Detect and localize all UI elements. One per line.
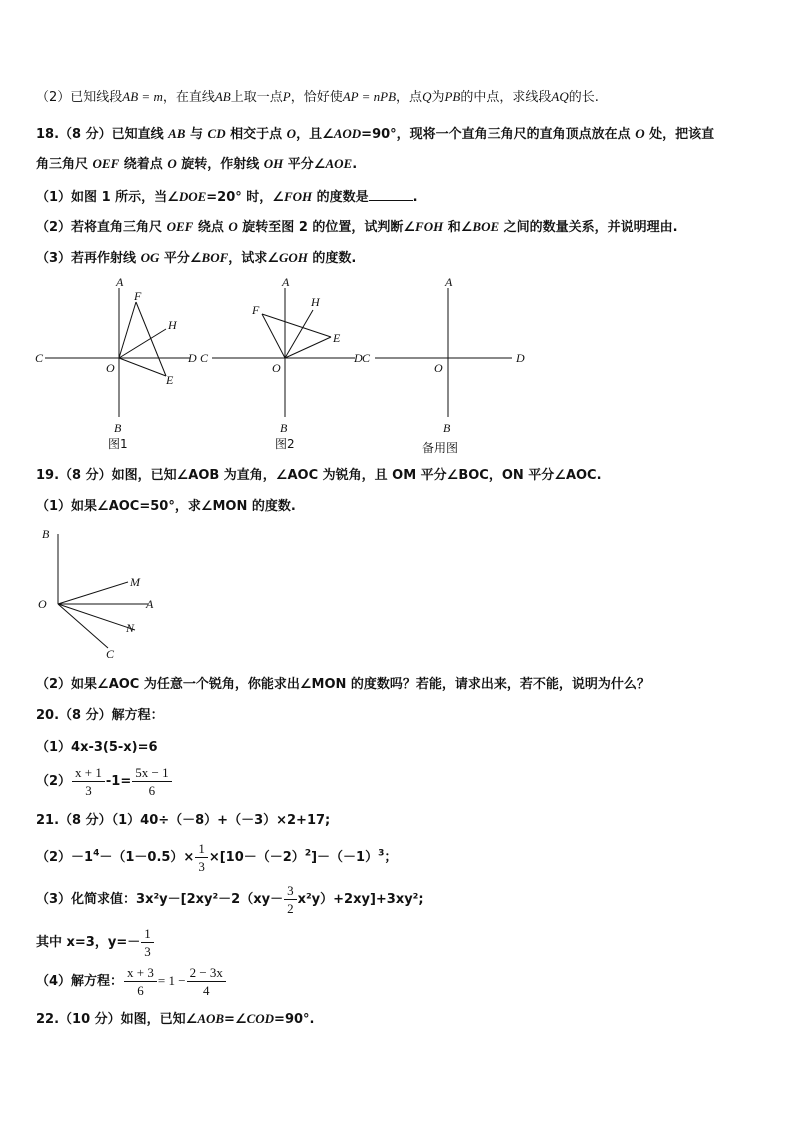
fraction: $\frac{x + 1}{3}$	[72, 764, 105, 799]
q17-text: ，点	[396, 90, 423, 105]
label-F: F	[252, 303, 260, 317]
q20-part1: （1）4x-3(5-x)=6	[36, 740, 158, 755]
label-B: B	[443, 421, 451, 435]
label-B: B	[42, 527, 50, 541]
fraction: $\frac{x + 3}{6}$	[124, 964, 157, 999]
fraction: $\frac{1}{3}$	[141, 925, 154, 960]
q20-part2: （2） $\frac{x + 1}{3}$ -1= $\frac{5x - 1}{6}$	[36, 764, 173, 799]
q20-heading: 20.（8 分）解方程：	[36, 708, 164, 723]
q19-heading: 19.（8 分）如图，已知∠AOB 为直角，∠AOC 为锐角，且 OM 平分∠BOC，ON 平分∠AOC.	[36, 468, 602, 483]
q17-part2-number: （2）	[36, 90, 71, 105]
label-D: D	[188, 351, 197, 365]
q19-figure	[30, 520, 170, 665]
label-A: A	[445, 275, 453, 289]
q18-part3: （3）若再作射线 OG 平分∠BOF，试求∠GOH 的度数.	[36, 250, 357, 266]
label-C: C	[362, 351, 371, 365]
q17-text: 已知线段	[70, 90, 123, 105]
q17-math: P	[282, 89, 291, 104]
figure-spare	[362, 275, 525, 455]
fraction: $\frac{5x - 1}{6}$	[132, 764, 171, 799]
q21-part3: （3）化简求值：3x²y－[2xy²－2（xy－ $\frac{3}{2}$ x²y）+2xy]+3xy²;	[36, 883, 424, 916]
label-N: N	[126, 621, 135, 635]
label-H: H	[311, 295, 320, 309]
q17-part2	[36, 88, 599, 107]
q17-text: ，在直线	[162, 90, 215, 105]
q17-math: AB	[214, 89, 231, 104]
label-O: O	[434, 361, 443, 375]
q18-part2: （2）若将直角三角尺 OEF 绕点 O 旋转至图 2 的位置，试判断∠FOH 和∠BOE 之间的数量关系，并说明理由.	[36, 219, 678, 235]
q17-text: 为	[431, 90, 445, 105]
label-C: C	[200, 351, 209, 365]
figure-1	[35, 275, 197, 451]
q17-math: AB = m	[122, 89, 163, 104]
q17-math: AQ	[551, 89, 569, 104]
q18-heading-line1: 18.（8 分）已知直线 AB 与 CD 相交于点 O，且∠AOD=90°，现将一个直角三角尺的直角顶点放在点 O 处，把该直	[36, 126, 715, 142]
figure-2-caption: 图2	[275, 437, 295, 451]
label-A: A	[282, 275, 290, 289]
q21-part2: $(2)-1^4-(1-0.5)\times$ $\frac{1}{3}$ $\times[10-(-2)^2]-(-1)^3$；	[36, 841, 398, 874]
label-F: F	[134, 289, 142, 303]
q18-part1: （1）如图 1 所示，当∠DOE=20° 时，∠FOH 的度数是 .	[36, 189, 418, 205]
q19-part1: （1）如果∠AOC=50°，求∠MON 的度数.	[36, 499, 296, 514]
label-O: O	[38, 597, 47, 611]
q17-text: ，恰好使	[290, 90, 343, 105]
q17-math: PB	[444, 89, 461, 104]
q21-part4: （4）解方程： $\frac{x + 3}{6}$ = 1 − $\frac{2 - 3x}{4}$	[36, 964, 227, 999]
q21-heading: 21.（8 分）（1）40÷（－8）+（－3）×2+17;	[36, 813, 331, 828]
label-D: D	[354, 351, 363, 365]
q19-part2: （2）如果∠AOC 为任意一个锐角，你能求出∠MON 的度数吗？若能，请求出来，若不能，说明为什么？	[36, 677, 650, 692]
label-H: H	[168, 318, 177, 332]
label-O: O	[106, 361, 115, 375]
label-B: B	[114, 421, 122, 435]
fraction: $\frac{3}{2}$	[284, 882, 297, 917]
label-E: E	[333, 331, 341, 345]
label-A: A	[146, 597, 154, 611]
q18-heading-line2: 角三角尺 OEF 绕着点 O 旋转，作射线 OH 平分∠AOE.	[36, 156, 358, 172]
label-C: C	[35, 351, 44, 365]
q17-text: 的中点，求线段	[460, 90, 552, 105]
q18-figures	[0, 272, 794, 462]
figure-2	[200, 275, 363, 451]
q22-heading: 22.（10 分）如图，已知∠AOB=∠COD=90°.	[36, 1011, 315, 1027]
label-O: O	[272, 361, 281, 375]
q17-text: 的长.	[568, 90, 599, 105]
label-M: M	[130, 575, 140, 589]
label-E: E	[166, 373, 174, 387]
label-C: C	[106, 647, 115, 661]
q17-math: Q	[422, 89, 432, 104]
q17-math: AP = nPB	[342, 89, 397, 104]
figure-1-caption: 图1	[108, 437, 128, 451]
figure-spare-caption: 备用图	[422, 441, 459, 455]
answer-blank	[369, 187, 413, 201]
q21-part3-values: 其中 x=3，y=－ $\frac{1}{3}$	[36, 925, 155, 960]
fraction: $\frac{1}{3}$	[195, 840, 208, 875]
label-D: D	[516, 351, 525, 365]
label-A: A	[116, 275, 124, 289]
fraction: $\frac{2 - 3x}{4}$	[187, 964, 226, 999]
label-B: B	[280, 421, 288, 435]
q17-text: 上取一点	[230, 90, 283, 105]
